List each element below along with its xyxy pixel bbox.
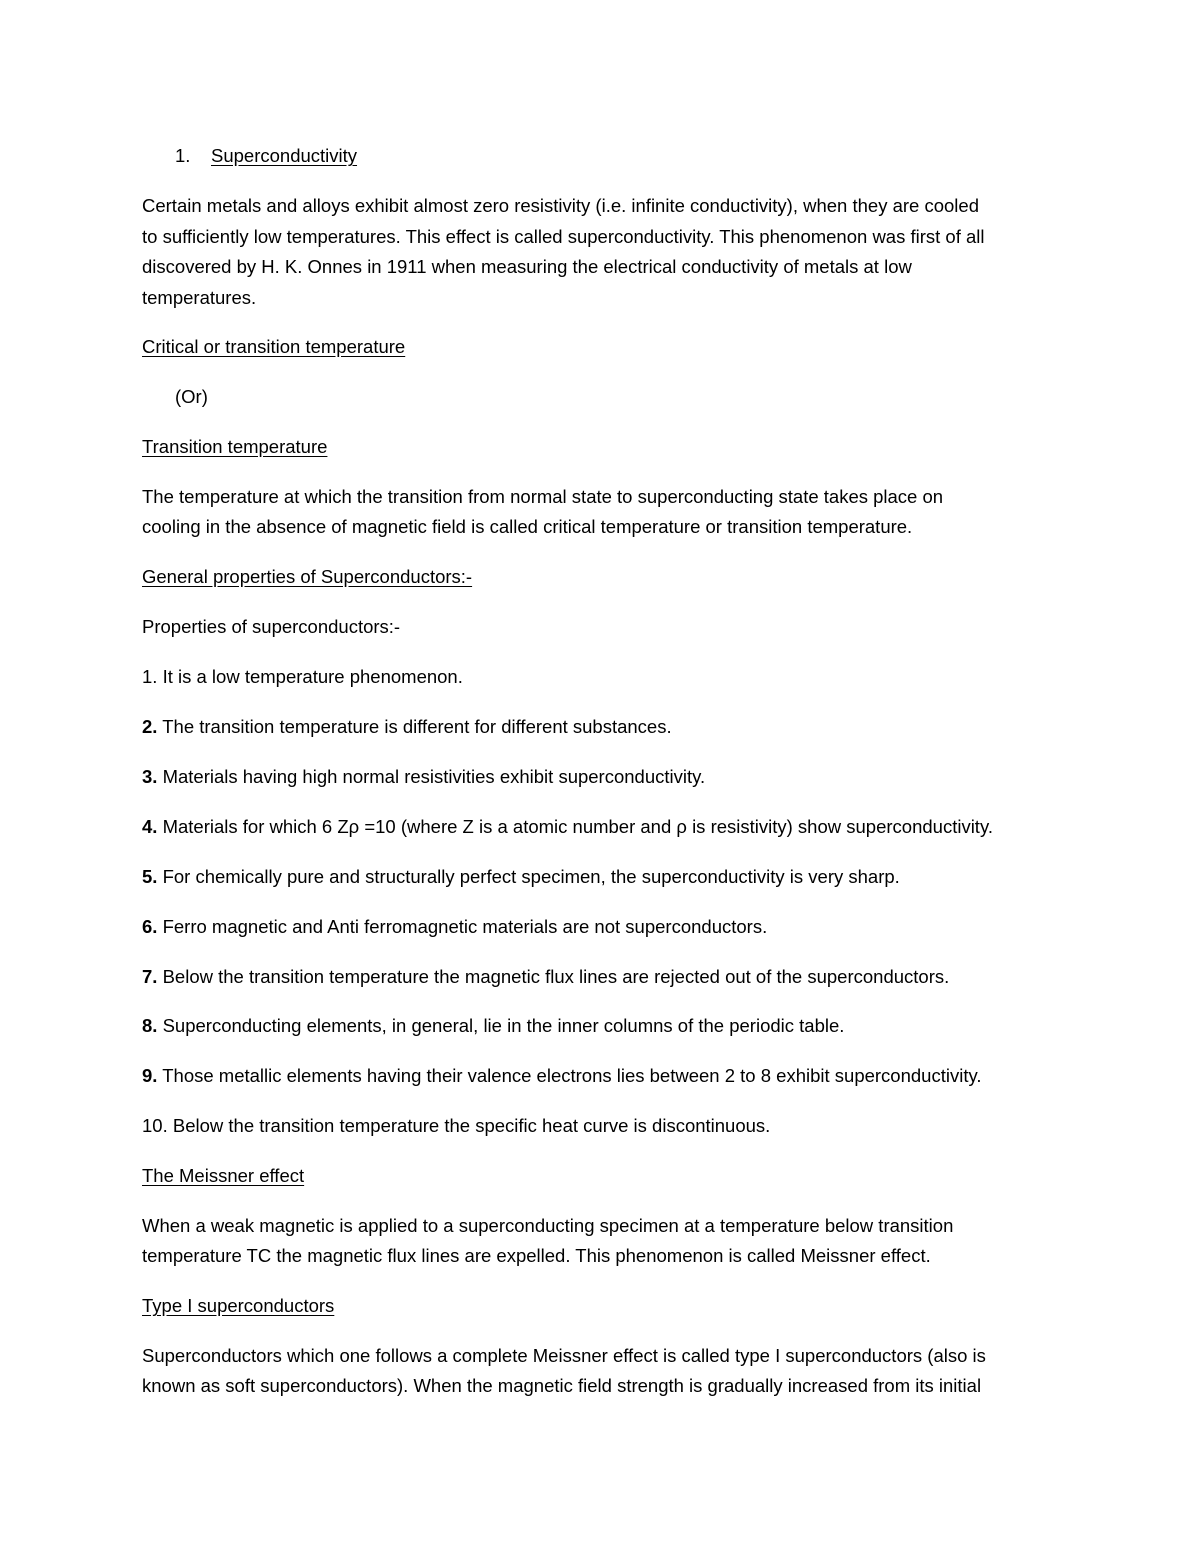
general-properties-heading: General properties of Superconductors:-	[142, 566, 473, 587]
property-text: Ferro magnetic and Anti ferromagnetic materials are not superconductors.	[157, 916, 768, 937]
property-text: For chemically pure and structurally perfect specimen, the superconductivity is very sharp.	[157, 866, 900, 887]
properties-intro: Properties of superconductors:-	[142, 616, 401, 637]
property-text: The transition temperature is different for different substances.	[157, 716, 672, 737]
intro-line: temperatures.	[142, 287, 257, 308]
property-number: 7.	[142, 966, 158, 987]
property-number: 4.	[142, 816, 158, 837]
section-title: Superconductivity	[211, 145, 358, 166]
property-item	[142, 815, 993, 839]
property-item	[142, 1064, 981, 1088]
property-text: Those metallic elements having their valence electrons lies between 2 to 8 exhibit superconductivity.	[157, 1065, 982, 1086]
critical-temperature-heading: Critical or transition temperature	[142, 336, 406, 357]
property-item	[142, 1114, 770, 1138]
property-item	[142, 965, 949, 989]
property-number: 8.	[142, 1015, 158, 1036]
property-text: It is a low temperature phenomenon.	[157, 666, 463, 687]
property-number: 3.	[142, 766, 158, 787]
property-item	[142, 915, 767, 939]
transition-definition-line: cooling in the absence of magnetic field is called critical temperature or transition temperature.	[142, 516, 913, 537]
property-number: 6.	[142, 916, 158, 937]
property-number: 5.	[142, 866, 158, 887]
type1-heading: Type I superconductors	[142, 1295, 335, 1316]
meissner-line: When a weak magnetic is applied to a superconducting specimen at a temperature below transition	[142, 1215, 954, 1236]
section-number: 1.	[175, 145, 191, 166]
property-number: 1.	[142, 666, 158, 687]
property-number: 10.	[142, 1115, 168, 1136]
meissner-line: temperature TC the magnetic flux lines are expelled. This phenomenon is called Meissner effect.	[142, 1245, 931, 1266]
type1-line: known as soft superconductors). When the magnetic field strength is gradually increased from its initial	[142, 1375, 982, 1396]
property-item	[142, 865, 900, 889]
property-item	[142, 1014, 844, 1038]
property-item	[142, 765, 705, 789]
property-item	[142, 665, 463, 689]
transition-temperature-heading: Transition temperature	[142, 436, 328, 457]
property-text: Below the transition temperature the specific heat curve is discontinuous.	[167, 1115, 771, 1136]
property-text: Superconducting elements, in general, lie in the inner columns of the periodic table.	[157, 1015, 845, 1036]
intro-line: to sufficiently low temperatures. This effect is called superconductivity. This phenomenon was first of all	[142, 226, 985, 247]
intro-line: discovered by H. K. Onnes in 1911 when measuring the electrical conductivity of metals at low	[142, 256, 912, 277]
property-item	[142, 715, 672, 739]
property-text: Materials for which 6 Zρ =10 (where Z is a atomic number and ρ is resistivity) show superconductivity.	[157, 816, 993, 837]
property-text: Below the transition temperature the magnetic flux lines are rejected out of the superconductors.	[157, 966, 950, 987]
intro-line: Certain metals and alloys exhibit almost zero resistivity (i.e. infinite conductivity), when they are cooled	[142, 195, 979, 216]
or-text: (Or)	[175, 386, 208, 407]
property-number: 2.	[142, 716, 158, 737]
meissner-heading: The Meissner effect	[142, 1165, 305, 1186]
property-number: 9.	[142, 1065, 158, 1086]
transition-definition-line: The temperature at which the transition from normal state to superconducting state takes place on	[142, 486, 944, 507]
type1-line: Superconductors which one follows a complete Meissner effect is called type I superconductors (also is	[142, 1345, 986, 1366]
property-text: Materials having high normal resistivities exhibit superconductivity.	[157, 766, 706, 787]
